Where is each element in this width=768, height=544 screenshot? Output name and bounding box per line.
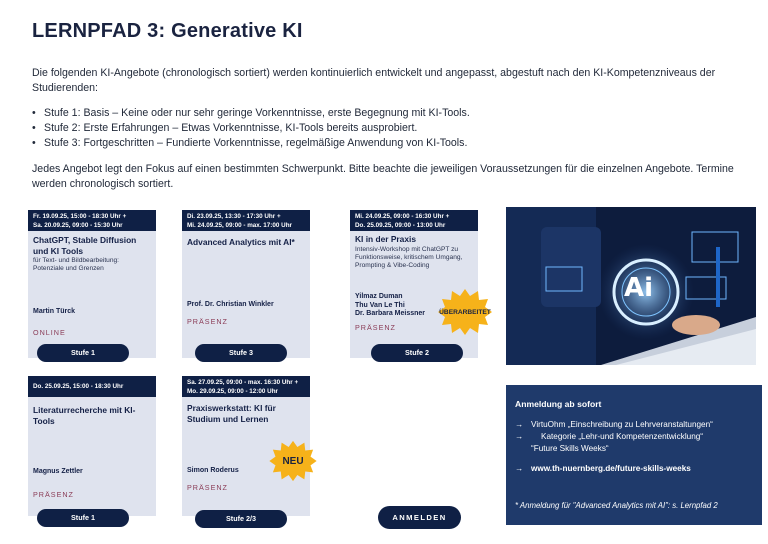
- level-button[interactable]: Stufe 2: [371, 344, 463, 362]
- registration-footnote: * Anmeldung für "Advanced Analytics mit AI": s. Lernpfad 2: [515, 501, 718, 510]
- card-date-header: Fr. 19.09.25, 15:00 - 18:30 Uhr + Sa. 20.09.25, 09:00 - 15:30 Uhr: [28, 210, 156, 231]
- level-item: • Stufe 2: Erste Erfahrungen – Etwas Vorkenntnisse, KI-Tools bereits ausprobiert.: [32, 121, 752, 136]
- level-list: [32, 106, 752, 151]
- card-speaker: Magnus Zettler: [33, 468, 83, 475]
- registration-line: “Future Skills Weeks“: [531, 444, 609, 453]
- card-title: ChatGPT, Stable Diffusion und KI Tools: [33, 235, 137, 256]
- level-button[interactable]: Stufe 1: [37, 344, 129, 362]
- card-mode: PRÄSENZ: [187, 317, 228, 326]
- right-arrow-icon: →: [515, 464, 524, 473]
- card-date-header: Di. 23.09.25, 13:30 - 17:30 Uhr + Mi. 24.09.25, 09:00 - max. 17:00 Uhr: [182, 210, 310, 231]
- card-date-header: Mi. 24.09.25, 09:00 - 16:30 Uhr + Do. 25.09.25, 09:00 - 13:00 Uhr: [350, 210, 478, 231]
- badge-label: NEU: [282, 455, 304, 467]
- right-arrow-icon: →: [515, 432, 524, 441]
- card-title: Literaturrecherche mit KI-Tools: [33, 405, 136, 426]
- course-card: [28, 376, 156, 516]
- focus-text: Jedes Angebot legt den Fokus auf einen bestimmten Schwerpunkt. Bitte beachte die jeweiligen Voraussetzungen für die einzelnen Angebote. Termine werden chronologisch sortiert.: [32, 163, 734, 190]
- card-speaker: Prof. Dr. Christian Winkler: [187, 301, 274, 308]
- page-title: LERNPFAD 3: Generative KI: [32, 20, 303, 42]
- level-button[interactable]: Stufe 3: [195, 344, 287, 362]
- registration-link[interactable]: www.th-nuernberg.de/future-skills-weeks: [531, 464, 691, 473]
- card-speaker: Martin Türck: [33, 308, 76, 315]
- card-title: Advanced Analytics mit AI*: [187, 237, 295, 247]
- card-subtitle: für Text- und Bildbearbeitung: Potenziale und Grenzen: [33, 257, 120, 273]
- registration-line: VirtuOhm „Einschreibung zu Lehrveranstaltungen“: [531, 420, 713, 429]
- card-date-header: Sa. 27.09.25, 09:00 - max. 16:30 Uhr + Mo. 29.09.25, 09:00 - 12:00 Uhr: [182, 376, 310, 397]
- course-card: [182, 210, 310, 358]
- card-title: KI in der Praxis: [355, 234, 416, 244]
- registration-heading: Anmeldung ab sofort: [515, 399, 602, 409]
- level-button[interactable]: Stufe 2/3: [195, 510, 287, 528]
- card-speaker: Yilmaz Duman Thu Van Le Thi Dr. Barbara Meissner: [355, 293, 426, 318]
- register-button[interactable]: ANMELDEN: [378, 506, 461, 529]
- card-mode: PRÄSENZ: [355, 323, 396, 332]
- registration-line: Kategorie „Lehr-und Kompetenzentwicklung“: [541, 432, 704, 441]
- level-button[interactable]: Stufe 1: [37, 509, 129, 527]
- card-mode: PRÄSENZ: [187, 483, 228, 492]
- card-date-header: Do. 25.09.25, 15:00 - 18:30 Uhr: [28, 376, 156, 397]
- level-item: • Stufe 3: Fortgeschritten – Fundierte Vorkenntnisse, regelmäßige Anwendung von KI-Tools.: [32, 136, 752, 151]
- registration-box: [506, 385, 762, 525]
- course-card: [28, 210, 156, 358]
- card-subtitle: Intensiv-Workshop mit ChatGPT zu Funktionsweise, kritischem Umgang, Prompting & Vibe-Coding: [355, 245, 463, 270]
- revised-badge: [437, 288, 493, 336]
- level-item: • Stufe 1: Basis – Keine oder nur sehr geringe Vorkenntnisse, erste Begegnung mit KI-Tools.: [32, 106, 752, 121]
- right-arrow-icon: →: [515, 420, 524, 429]
- card-mode: ONLINE: [33, 328, 66, 337]
- ai-laptop-photo: [506, 207, 756, 365]
- badge-label: ÜBERARBEITET: [439, 308, 491, 316]
- card-title: Praxiswerkstatt: KI für Studium und Lernen: [187, 403, 276, 424]
- ai-label: Ai: [624, 273, 654, 303]
- card-mode: PRÄSENZ: [33, 490, 74, 499]
- new-badge: [268, 440, 318, 482]
- intro-text: Die folgenden KI-Angebote (chronologisch sortiert) werden kontinuierlich entwickelt und angepasst, abgestuft nach den KI-Kompetenzniveaus der Studierenden:: [32, 67, 716, 94]
- card-speaker: Simon Roderus: [187, 467, 239, 474]
